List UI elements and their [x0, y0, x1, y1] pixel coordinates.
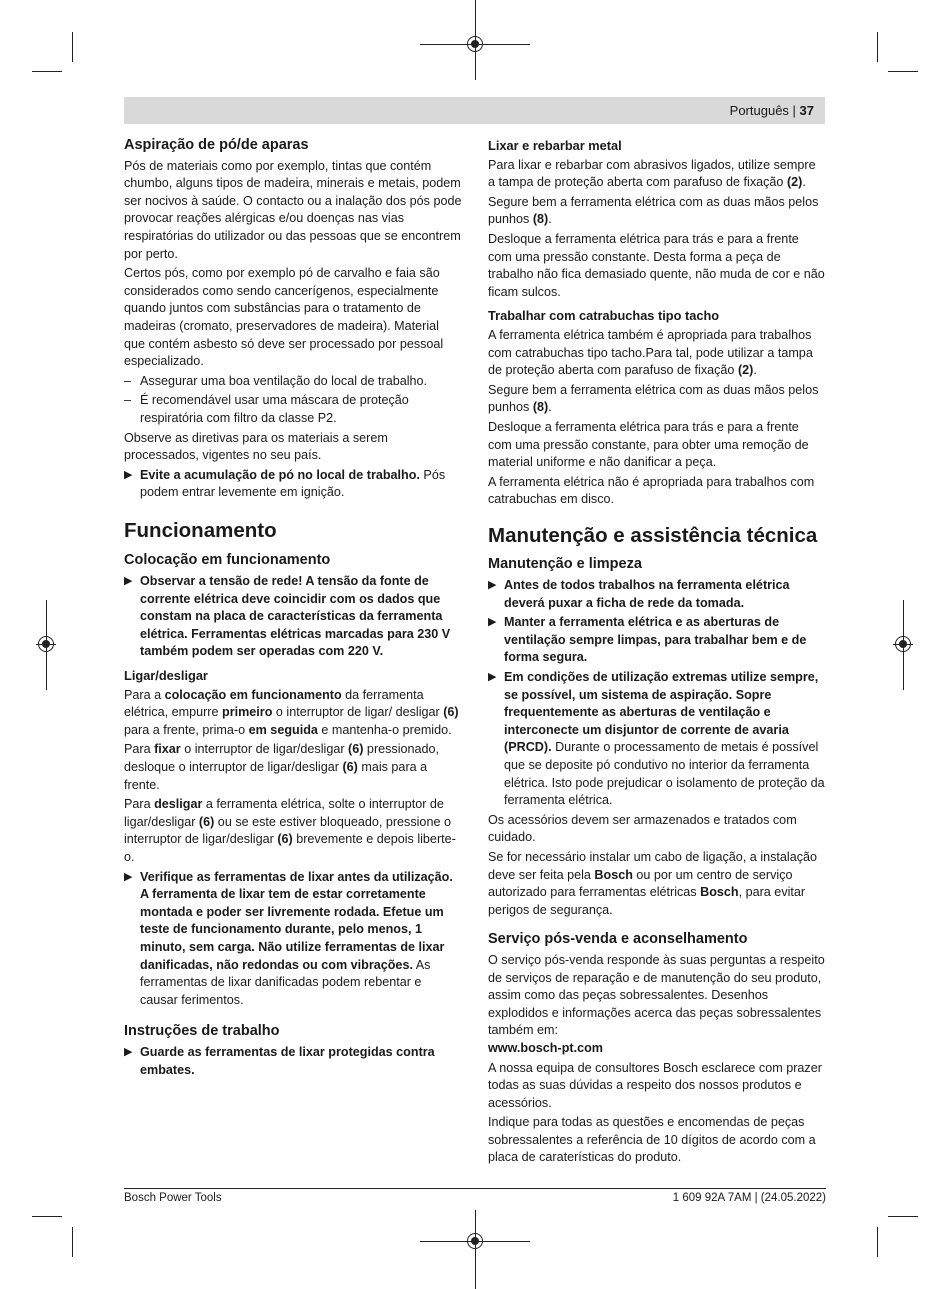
bullet-text: Pós podem entrar levemente em ignição.	[140, 467, 446, 500]
website-link[interactable]: www.bosch-pt.com	[488, 1040, 603, 1055]
paragraph: A ferramenta elétrica não é apropriada para trabalhos com catrabuchas em disco.	[488, 474, 815, 507]
warning-bullet	[488, 614, 826, 667]
crop-mark	[877, 32, 878, 62]
paragraph: O serviço pós-venda responde às suas perguntas a respeito de serviços de reparação e de manutenção do seu produto, assim como das peças sobressalentes. Desenhos explodidos e informações acerca das peças sobressalentes também em: www.bosch-pt.com	[488, 952, 825, 1055]
registration-target-icon	[467, 1233, 483, 1249]
bullet-bold-text: Manter a ferramenta elétrica e as aberturas de ventilação sempre limpas, para trabalhar bem e de forma segura.	[504, 615, 807, 665]
left-column	[124, 137, 462, 1081]
crop-mark	[877, 1227, 878, 1257]
subsection-title-catrabuchas: Trabalhar com catrabuchas tipo tacho	[488, 308, 720, 324]
paragraph: A ferramenta elétrica também é apropriada para trabalhos com catrabuchas tipo tacho.Para tal, pode utilizar a tampa de proteção aberta com parafuso de fixação (2).	[488, 327, 813, 378]
bullet-bold-text: Evite a acumulação de pó no local de trabalho.	[140, 467, 420, 482]
warning-bullet	[124, 467, 462, 502]
bullet-bold-text: Observar a tensão de rede! A tensão da fonte de corrente elétrica deve coincidir com os dados que constam na placa de características da ferramenta elétrica. Ferramentas elétricas marcadas para 230 V também podem ser operadas com 220 V.	[140, 574, 451, 659]
dash-item: – É recomendável usar uma máscara de proteção respiratória com filtro da classe P2.	[124, 392, 462, 427]
paragraph: Desloque a ferramenta elétrica para trás e para a frente com uma pressão constante. Desta forma a peça de trabalho não fica demasiado quente, não muda de cor e não ficam sulcos.	[488, 231, 825, 299]
crop-mark	[32, 1216, 62, 1217]
bullet-bold-text: Antes de todos trabalhos na ferramenta elétrica deverá puxar a ficha de rede da tomada.	[504, 578, 790, 610]
section-title-limpeza: Manutenção e limpeza	[488, 556, 642, 573]
registration-target-icon	[467, 36, 483, 52]
footer-doc-id: 1 609 92A 7AM | (24.05.2022)	[672, 1192, 826, 1204]
paragraph: Segure bem a ferramenta elétrica com as duas mãos pelos punhos (8).	[488, 382, 819, 415]
triangle-bullet-icon: ▶	[124, 1045, 133, 1058]
paragraph: Para lixar e rebarbar com abrasivos ligados, utilize sempre a tampa de proteção aberta com parafuso de fixação (2).	[488, 157, 816, 190]
crop-mark	[72, 1227, 73, 1257]
dash-item: – Assegurar uma boa ventilação do local de trabalho.	[124, 373, 462, 391]
paragraph: Para fixar o interruptor de ligar/desligar (6) pressionado, desloque o interruptor de ligar/desligar (6) mais para a frente.	[124, 742, 440, 792]
header-language: Português	[729, 103, 789, 118]
triangle-bullet-icon: ▶	[488, 579, 497, 592]
warning-bullet	[488, 669, 826, 810]
subsection-title-ligar: Ligar/desligar	[124, 668, 208, 684]
warning-bullet	[124, 573, 462, 661]
section-title-servico: Serviço pós-venda e aconselhamento	[488, 931, 748, 948]
paragraph: Indique para todas as questões e encomendas de peças sobressalentes a referência de 10 dígitos de acordo com a placa de caraterísticas do produto.	[488, 1115, 816, 1165]
paragraph: Os acessórios devem ser armazenados e tratados com cuidado.	[488, 812, 797, 845]
paragraph: Para desligar a ferramenta elétrica, solte o interruptor de ligar/desligar (6) ou se este estiver bloqueado, pressione o interruptor de ligar/desligar (6) brevemente e depois liberte-o.	[124, 797, 456, 864]
warning-bullet	[124, 1044, 462, 1079]
paragraph: Observe as diretivas para os materiais a serem processados, vigentes no seu país.	[124, 430, 388, 463]
chapter-title-manutencao: Manutenção e assistência técnica	[488, 523, 818, 547]
crop-mark	[888, 1216, 918, 1217]
warning-bullet	[124, 869, 462, 1010]
paragraph: Para a colocação em funcionamento da ferramenta elétrica, empurre primeiro o interruptor de ligar/ desligar (6) para a frente, prima-o em seguida e mantenha-o premido.	[124, 687, 459, 737]
chapter-title-funcionamento: Funcionamento	[124, 518, 277, 542]
warning-bullet	[488, 577, 826, 612]
bullet-text: Durante o processamento de metais é possível que se deposite pó condutivo no interior da ferramenta elétrica. Isto pode prejudicar o isolamento de proteção da ferramenta elétrica.	[504, 740, 825, 808]
bullet-bold-text: Em condições de utilização extremas utilize sempre, se possível, um sistema de aspiração. Sopre frequentemente as aberturas de ventilação e interconecte um disjuntor de corrente de avaria (PRCD).	[504, 670, 819, 755]
header-bar	[124, 97, 825, 124]
crop-mark	[32, 71, 62, 72]
registration-target-icon	[38, 636, 54, 652]
footer-brand: Bosch Power Tools	[124, 1192, 222, 1204]
registration-target-icon	[895, 636, 911, 652]
triangle-bullet-icon: ▶	[124, 870, 133, 883]
triangle-bullet-icon: ▶	[488, 671, 497, 684]
page-header: Português | 37	[729, 103, 814, 118]
triangle-bullet-icon: ▶	[124, 468, 133, 481]
section-title-instrucoes: Instruções de trabalho	[124, 1023, 280, 1040]
footer-rule	[124, 1188, 826, 1189]
paragraph: A nossa equipa de consultores Bosch esclarece com prazer todas as suas dúvidas a respeito dos nossos produtos e acessórios.	[488, 1060, 822, 1110]
paragraph: Segure bem a ferramenta elétrica com as duas mãos pelos punhos (8).	[488, 194, 819, 227]
paragraph: Certos pós, como por exemplo pó de carvalho e faia são considerados como sendo cancerígenos, especialmente quando juntos com substâncias para o tratamento de madeiras (cromato, preservadores de madeira). Material que contém asbesto só deve ser processado por pessoal especializado.	[124, 266, 444, 369]
crop-mark	[72, 32, 73, 62]
crop-mark	[888, 71, 918, 72]
subsection-title-lixar: Lixar e rebarbar metal	[488, 138, 622, 153]
crop-mark	[475, 1210, 476, 1289]
triangle-bullet-icon: ▶	[124, 575, 133, 588]
section-title-colocacao: Colocação em funcionamento	[124, 552, 331, 569]
bullet-bold-text: Guarde as ferramentas de lixar protegidas contra embates.	[140, 1044, 435, 1077]
section-title-aspiracao: Aspiração de pó/de aparas	[124, 137, 309, 153]
paragraph: Desloque a ferramenta elétrica para trás e para a frente com uma pressão constante, para obter uma remoção de material uniforme e não danificar a peça.	[488, 419, 809, 470]
paragraph: Se for necessário instalar um cabo de ligação, a instalação deve ser feita pela Bosch ou por um centro de serviço autorizado para ferramentas elétricas Bosch, para evitar perigos de segurança.	[488, 849, 818, 917]
paragraph: Pós de materiais como por exemplo, tintas que contém chumbo, alguns tipos de madeira, minerais e metais, podem ser nocivos à saúde. O contacto ou a inalação dos pós pode provocar reações alérgicas e/ou doenças nas vias respiratórias do utilizador ou das pessoas que se encontrem por perto.	[124, 158, 462, 261]
bullet-text: As ferramentas de lixar danificadas podem rebentar e causar ferimentos.	[140, 957, 431, 1007]
page-number: 37	[799, 103, 814, 118]
bullet-bold-text: Verifique as ferramentas de lixar antes da utilização. A ferramenta de lixar tem de estar corretamente montada e poder ser livremente rodada. Efetue um teste de funcionamento durante, pelo menos, 1 minuto, sem carga. Não utilize ferramentas de lixar danificadas, não redondas ou com vibrações.	[140, 869, 453, 972]
triangle-bullet-icon: ▶	[488, 616, 497, 629]
right-column	[488, 137, 826, 1169]
